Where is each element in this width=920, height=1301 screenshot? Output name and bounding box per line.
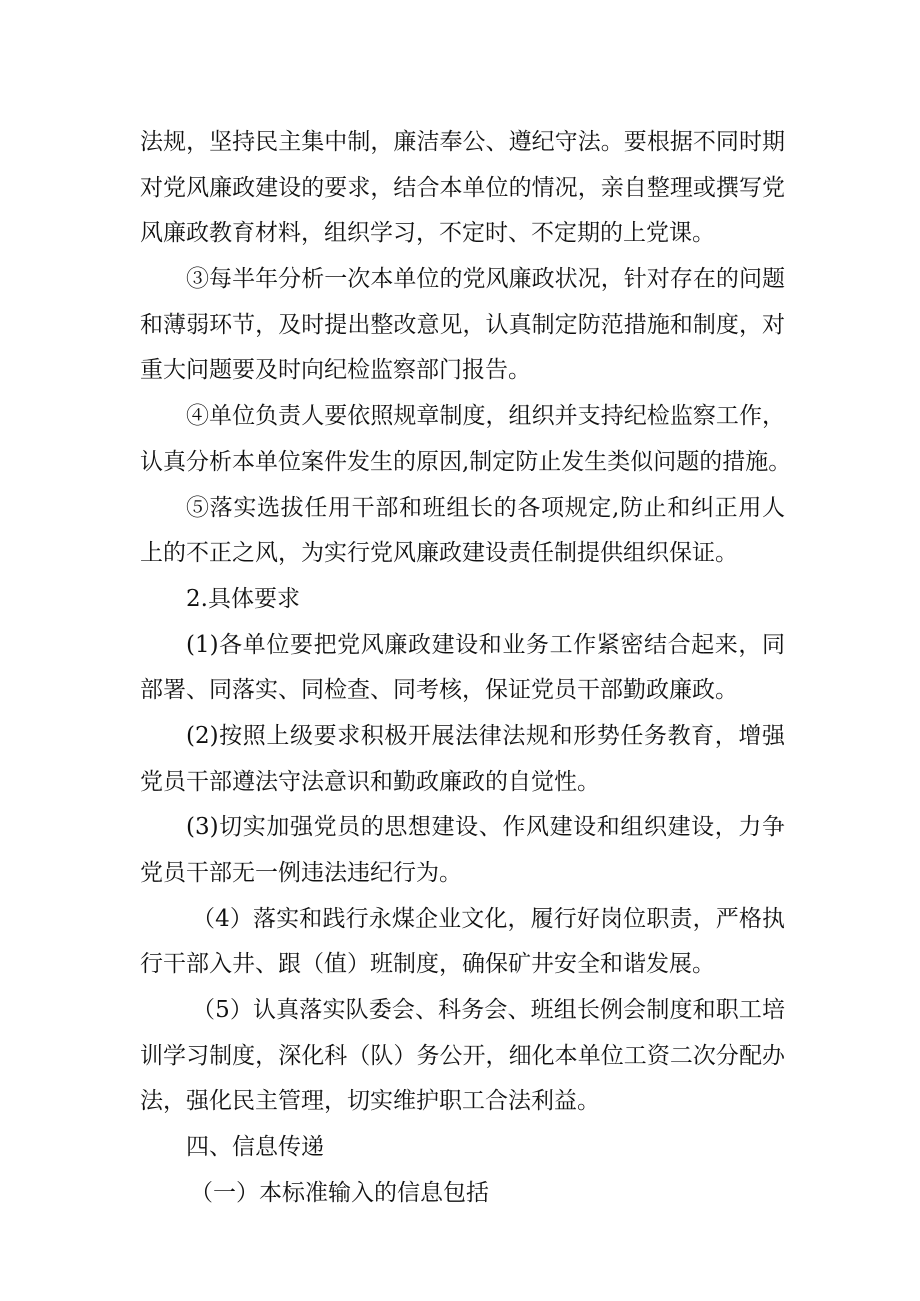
requirement-5-line: （5）认真落实队委会、科务会、班组长例会制度和职工培 — [192, 997, 785, 1024]
paragraph-4-line: ④单位负责人要依照规章制度，组织并支持纪检监察工作， — [186, 403, 785, 430]
text-line: 法，强化民主管理，切实维护职工合法利益。 — [140, 1088, 600, 1115]
text-line: 行干部入井、跟（值）班制度，确保矿井安全和谐发展。 — [140, 951, 715, 978]
text-line: 训学习制度，深化科（队）务公开，细化本单位工资二次分配办 — [140, 1042, 785, 1069]
section-heading: 2.具体要求 — [186, 585, 300, 612]
text-line: 部署、同落实、同检查、同考核，保证党员干部勤政廉政。 — [140, 677, 738, 704]
text-line: 上的不正之风，为实行党风廉政建设责任制提供组织保证。 — [140, 540, 738, 567]
text-line: 法规，坚持民主集中制，廉洁奉公、遵纪守法。要根据不同时期 — [140, 129, 785, 155]
paragraph-3-line: ③每半年分析一次本单位的党风廉政状况，针对存在的问题 — [186, 266, 785, 293]
text-line: 党员干部遵法守法意识和勤政廉政的自觉性。 — [140, 768, 600, 795]
requirement-3-line: (3)切实加强党员的思想建设、作风建设和组织建设，力争 — [186, 814, 785, 841]
requirement-1-line: (1)各单位要把党风廉政建设和业务工作紧密结合起来，同 — [186, 631, 785, 658]
text-line: 重大问题要及时向纪检监察部门报告。 — [140, 357, 531, 384]
text-line: 认真分析本单位案件发生的原因,制定防止发生类似问题的措施。 — [140, 448, 792, 475]
chapter-heading: 四、信息传递 — [186, 1134, 324, 1161]
subsection-heading: （一）本标准输入的信息包括 — [190, 1179, 489, 1206]
requirement-4-line: （4）落实和践行永煤企业文化，履行好岗位职责，严格执 — [192, 905, 785, 932]
text-line: 和薄弱环节，及时提出整改意见，认真制定防范措施和制度，对 — [140, 311, 785, 338]
text-line: 对党风廉政建设的要求，结合本单位的情况，亲自整理或撰写党 — [140, 174, 785, 201]
text-line: 党员干部无一例违法违纪行为。 — [140, 860, 462, 886]
document-body — [140, 120, 792, 1217]
requirement-2-line: (2)按照上级要求积极开展法律法规和形势任务教育，增强 — [186, 722, 785, 749]
text-line: 风廉政教育材料，组织学习，不定时、不定期的上党课。 — [140, 220, 715, 247]
paragraph-5-line: ⑤落实选拔任用干部和班组长的各项规定,防止和纠正用人 — [186, 494, 785, 521]
